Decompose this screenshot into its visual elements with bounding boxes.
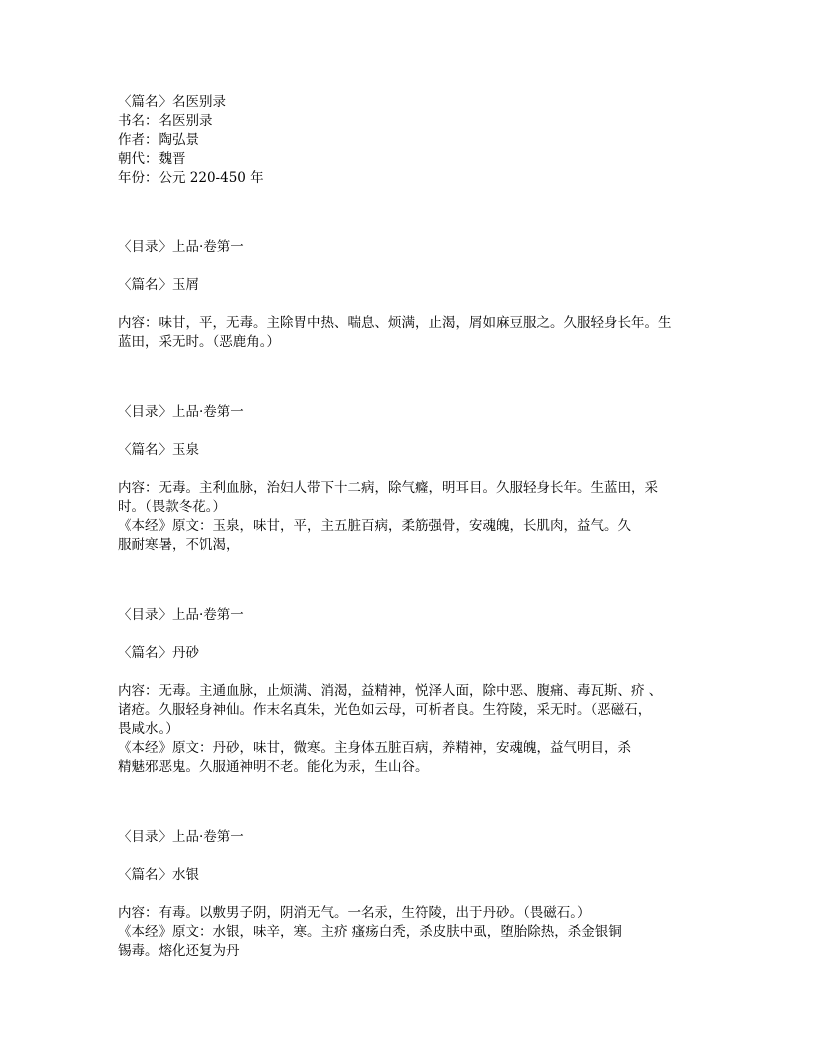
- entry-section: [118, 606, 708, 777]
- year-line: 年份：公元 220-450 年: [118, 170, 264, 186]
- entry-section: [118, 828, 708, 961]
- catalog-line: 〈目录〉上品·卷第一: [118, 829, 244, 845]
- content-line: 内容：无毒。主利血脉，治妇人带下十二病，除气癃，明耳目。久服轻身长年。生蓝田，采: [118, 480, 658, 496]
- catalog-line: 〈目录〉上品·卷第一: [118, 404, 244, 420]
- entry-title: 〈篇名〉玉泉: [118, 442, 199, 458]
- content-line: 时。（畏款冬花。）: [118, 499, 226, 515]
- content-line: 内容：味甘，平，无毒。主除胃中热、喘息、烦满，止渴，屑如麻豆服之。久服轻身长年。生: [118, 315, 672, 331]
- content-line: 精魅邪恶鬼。久服通神明不老。能化为汞，生山谷。: [118, 759, 429, 775]
- entry-title: 〈篇名〉丹砂: [118, 645, 199, 661]
- content-line: 服耐寒暑，不饥渴，: [118, 537, 240, 553]
- content-line: 《本经》原文：玉泉，味甘，平，主五脏百病，柔筋强骨，安魂魄，长肌肉，益气。久: [118, 518, 631, 534]
- content-line: 蓝田，采无时。（恶鹿角。）: [118, 334, 280, 350]
- document-header: [118, 93, 708, 188]
- entry-section: [118, 403, 708, 555]
- content-line: 诸疮。久服轻身神仙。作末名真朱，光色如云母，可析者良。生符陵，采无时。（恶磁石，: [118, 702, 652, 718]
- content-line: 《本经》原文：丹砂，味甘，微寒。主身体五脏百病，养精神，安魂魄，益气明目，杀: [118, 740, 631, 756]
- content-line: 畏咸水。）: [118, 721, 179, 737]
- entry-section: [118, 238, 708, 352]
- entry-title: 〈篇名〉玉屑: [118, 277, 199, 293]
- content-line: 《本经》原文：水银，味辛，寒。主疥 瘙疡白秃，杀皮肤中虱，堕胎除热，杀金银铜: [118, 924, 622, 940]
- document-page: [118, 93, 708, 961]
- entry-title: 〈篇名〉水银: [118, 867, 199, 883]
- content-line: 内容：有毒。以敷男子阴，阴消无气。一名汞，生符陵，出于丹砂。（畏磁石。）: [118, 905, 591, 921]
- catalog-line: 〈目录〉上品·卷第一: [118, 607, 244, 623]
- dynasty-line: 朝代：魏晋: [118, 151, 186, 167]
- content-line: 锡毒。熔化还复为丹: [118, 943, 240, 959]
- author-line: 作者：陶弘景: [118, 132, 199, 148]
- book-name-line: 书名：名医别录: [118, 113, 213, 129]
- content-line: 内容：无毒。主通血脉，止烦满、消渴，益精神，悦泽人面，除中恶、腹痛、毒瓦斯、疥 、: [118, 683, 663, 699]
- catalog-line: 〈目录〉上品·卷第一: [118, 239, 244, 255]
- book-title-line: 〈篇名〉名医别录: [118, 94, 226, 110]
